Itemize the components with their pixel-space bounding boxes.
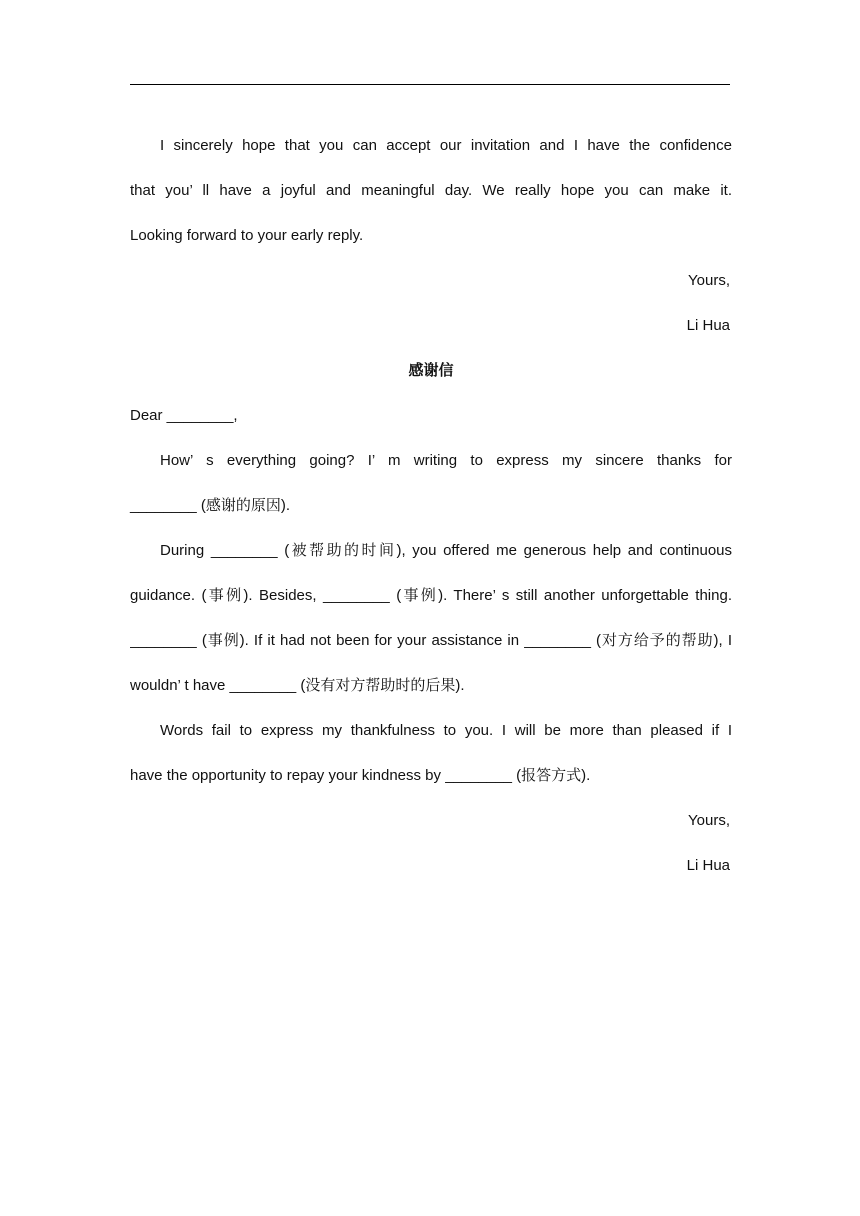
closing: Yours, bbox=[688, 812, 730, 829]
paragraph-line: that you’ ll have a joyful and meaningful day. We really hope you can make it. bbox=[130, 182, 732, 199]
paragraph-line: guidance. (事例). Besides, ________ (事例). There’ s still another unforgettable thing. bbox=[130, 587, 732, 604]
closing: Yours, bbox=[688, 272, 730, 289]
invitation-letter-ending bbox=[130, 123, 732, 348]
salutation: Dear ________, bbox=[130, 407, 238, 424]
paragraph-line: How’ s everything going? I’ m writing to express my sincere thanks for bbox=[160, 452, 732, 469]
signature: Li Hua bbox=[686, 317, 730, 334]
thank-you-letter-template bbox=[130, 348, 732, 888]
letter-title: 感谢信 bbox=[408, 362, 454, 379]
paragraph-line: Looking forward to your early reply. bbox=[130, 227, 364, 244]
paragraph-line: ________ (事例). If it had not been for your assistance in ________ (对方给予的帮助), I bbox=[130, 632, 732, 649]
document-body bbox=[130, 123, 732, 888]
paragraph-line: have the opportunity to repay your kindness by ________ (报答方式). bbox=[130, 767, 591, 784]
paragraph-line: Words fail to express my thankfulness to you. I will be more than pleased if I bbox=[160, 722, 732, 739]
paragraph-line: During ________ (被帮助的时间), you offered me generous help and continuous bbox=[160, 542, 732, 559]
header-rule bbox=[130, 84, 730, 85]
signature: Li Hua bbox=[686, 857, 730, 874]
paragraph-line: ________ (感谢的原因). bbox=[130, 497, 291, 514]
paragraph-line: wouldn’ t have ________ (没有对方帮助时的后果). bbox=[130, 677, 465, 694]
paragraph-line: I sincerely hope that you can accept our invitation and I have the confidence bbox=[160, 137, 732, 154]
